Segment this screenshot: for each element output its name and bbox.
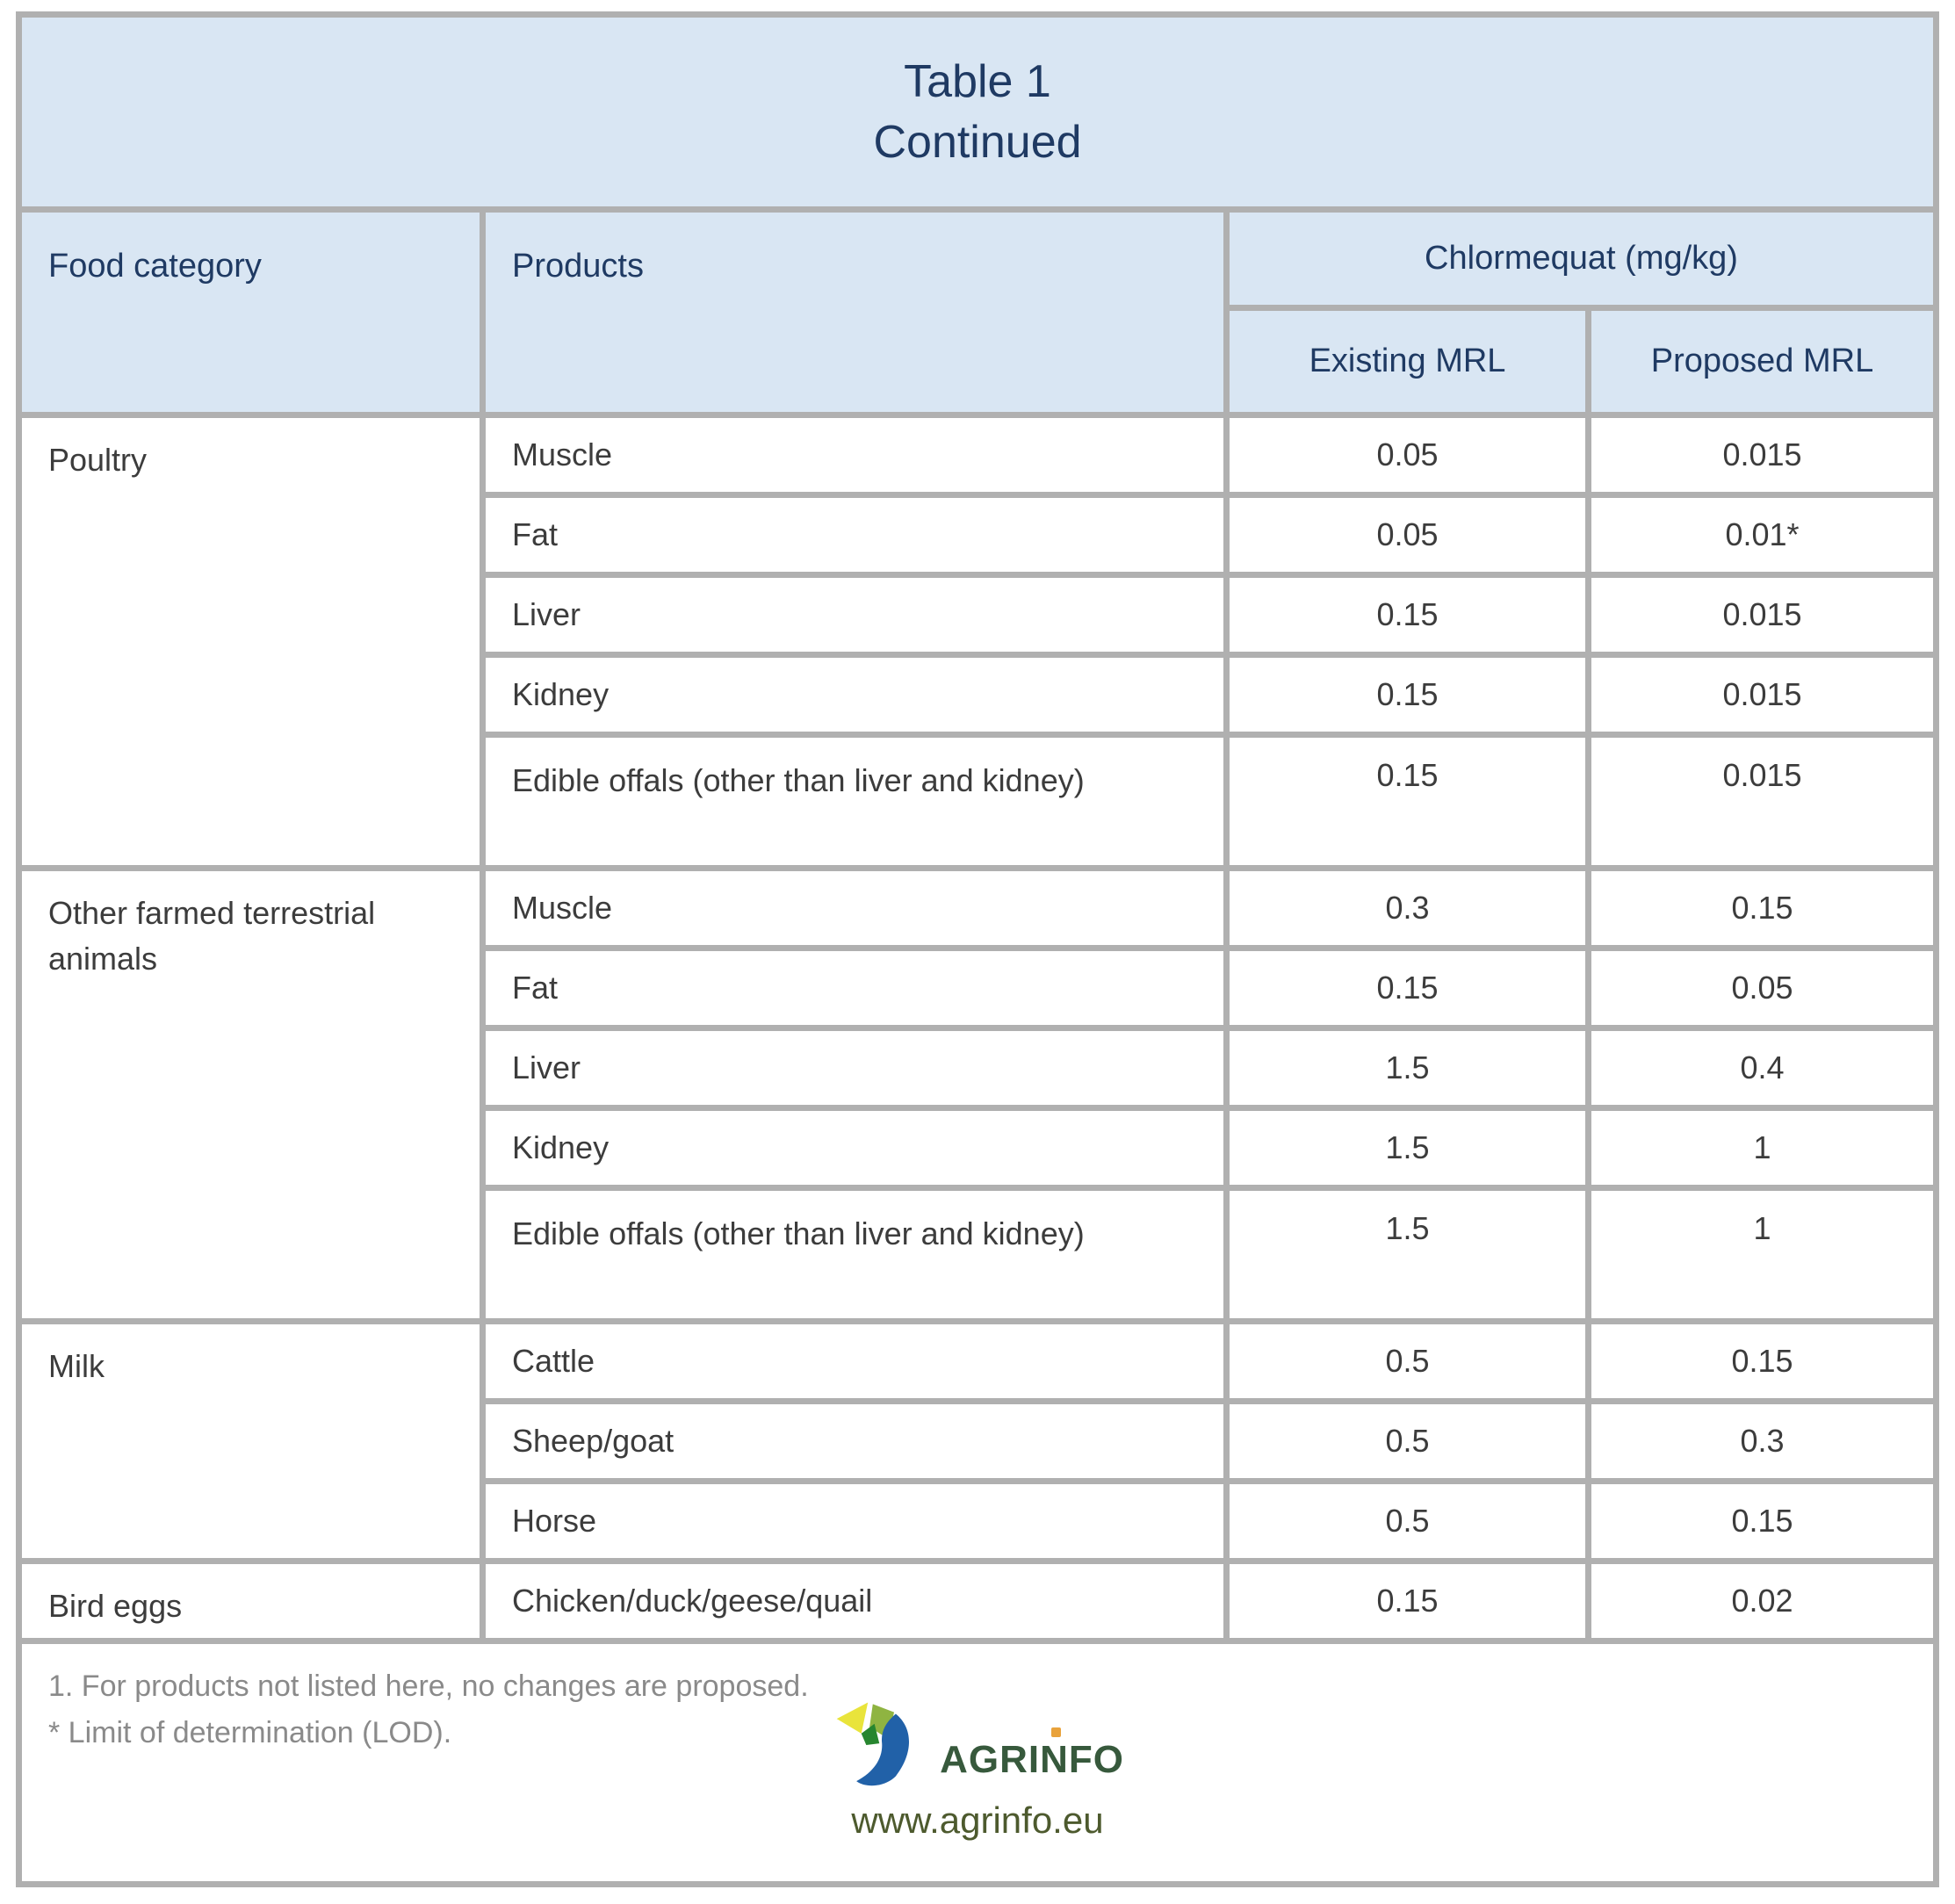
existing-mrl-cell: 0.3 xyxy=(1230,871,1585,945)
footnote-2: * Limit of determination (LOD). xyxy=(48,1715,452,1749)
table-title xyxy=(22,18,1933,206)
mrl-table-wrapper xyxy=(16,11,1939,1887)
proposed-mrl-cell: 0.4 xyxy=(1591,1031,1933,1105)
product-cell: Muscle xyxy=(486,871,1223,945)
category-cell-poultry: Poultry xyxy=(22,418,480,865)
product-cell: Fat xyxy=(486,951,1223,1025)
proposed-mrl-cell: 0.15 xyxy=(1591,1484,1933,1558)
product-cell: Muscle xyxy=(486,418,1223,492)
existing-mrl-cell: 0.05 xyxy=(1230,498,1585,572)
product-cell: Edible offals (other than liver and kidney) xyxy=(486,1191,1223,1318)
proposed-mrl-cell: 0.02 xyxy=(1591,1564,1933,1638)
table-row xyxy=(22,1564,1933,1638)
product-cell: Horse xyxy=(486,1484,1223,1558)
col-header-existing-mrl: Existing MRL xyxy=(1230,311,1585,412)
proposed-mrl-cell: 0.05 xyxy=(1591,951,1933,1025)
col-header-proposed-mrl: Proposed MRL xyxy=(1591,311,1933,412)
agrinfo-logo-icon xyxy=(831,1696,934,1794)
existing-mrl-cell: 0.15 xyxy=(1230,658,1585,732)
existing-mrl-cell: 0.15 xyxy=(1230,1564,1585,1638)
proposed-mrl-cell: 0.015 xyxy=(1591,418,1933,492)
proposed-mrl-cell: 1 xyxy=(1591,1111,1933,1185)
table-row xyxy=(22,871,1933,945)
proposed-mrl-cell: 0.01* xyxy=(1591,498,1933,572)
product-cell: Liver xyxy=(486,1031,1223,1105)
product-cell: Liver xyxy=(486,578,1223,652)
proposed-mrl-cell: 0.3 xyxy=(1591,1404,1933,1478)
chlormequat-mrl-table xyxy=(16,11,1939,1887)
existing-mrl-cell: 0.5 xyxy=(1230,1324,1585,1398)
proposed-mrl-cell: 0.15 xyxy=(1591,871,1933,945)
brand-i-dot xyxy=(1051,1727,1061,1737)
col-header-chlormequat-group: Chlormequat (mg/kg) xyxy=(1230,213,1933,305)
agrinfo-brand-label: AGRINFO xyxy=(940,1738,1124,1782)
table-title-row xyxy=(22,18,1933,206)
existing-mrl-cell: 0.15 xyxy=(1230,951,1585,1025)
proposed-mrl-cell: 0.015 xyxy=(1591,578,1933,652)
existing-mrl-cell: 0.5 xyxy=(1230,1404,1585,1478)
category-cell-bird-eggs: Bird eggs xyxy=(22,1564,480,1638)
category-cell-milk: Milk xyxy=(22,1324,480,1558)
header-row-group xyxy=(22,213,1933,305)
agrinfo-brand-text xyxy=(940,1738,1124,1782)
existing-mrl-cell: 0.15 xyxy=(1230,578,1585,652)
product-cell: Edible offals (other than liver and kidney) xyxy=(486,738,1223,865)
proposed-mrl-cell: 0.015 xyxy=(1591,658,1933,732)
product-cell: Fat xyxy=(486,498,1223,572)
footer-cell xyxy=(22,1644,1933,1881)
table-row xyxy=(22,418,1933,492)
proposed-mrl-cell: 1 xyxy=(1591,1191,1933,1318)
existing-mrl-cell: 1.5 xyxy=(1230,1031,1585,1105)
product-cell: Sheep/goat xyxy=(486,1404,1223,1478)
product-cell: Kidney xyxy=(486,658,1223,732)
product-cell: Chicken/duck/geese/quail xyxy=(486,1564,1223,1638)
product-cell: Cattle xyxy=(486,1324,1223,1398)
table-title-line1: Table 1 xyxy=(904,55,1051,107)
existing-mrl-cell: 0.5 xyxy=(1230,1484,1585,1558)
existing-mrl-cell: 1.5 xyxy=(1230,1191,1585,1318)
existing-mrl-cell: 0.15 xyxy=(1230,738,1585,865)
table-row xyxy=(22,1324,1933,1398)
existing-mrl-cell: 0.05 xyxy=(1230,418,1585,492)
agrinfo-website-url: www.agrinfo.eu xyxy=(851,1799,1104,1842)
footnote-1: 1. For products not listed here, no changes are proposed. xyxy=(48,1670,809,1703)
proposed-mrl-cell: 0.015 xyxy=(1591,738,1933,865)
category-cell-other-farmed: Other farmed terrestrial animals xyxy=(22,871,480,1318)
footer-row xyxy=(22,1644,1933,1881)
existing-mrl-cell: 1.5 xyxy=(1230,1111,1585,1185)
product-cell: Kidney xyxy=(486,1111,1223,1185)
table-title-line2: Continued xyxy=(873,116,1082,168)
col-header-products: Products xyxy=(486,213,1223,412)
col-header-food-category: Food category xyxy=(22,213,480,412)
proposed-mrl-cell: 0.15 xyxy=(1591,1324,1933,1398)
